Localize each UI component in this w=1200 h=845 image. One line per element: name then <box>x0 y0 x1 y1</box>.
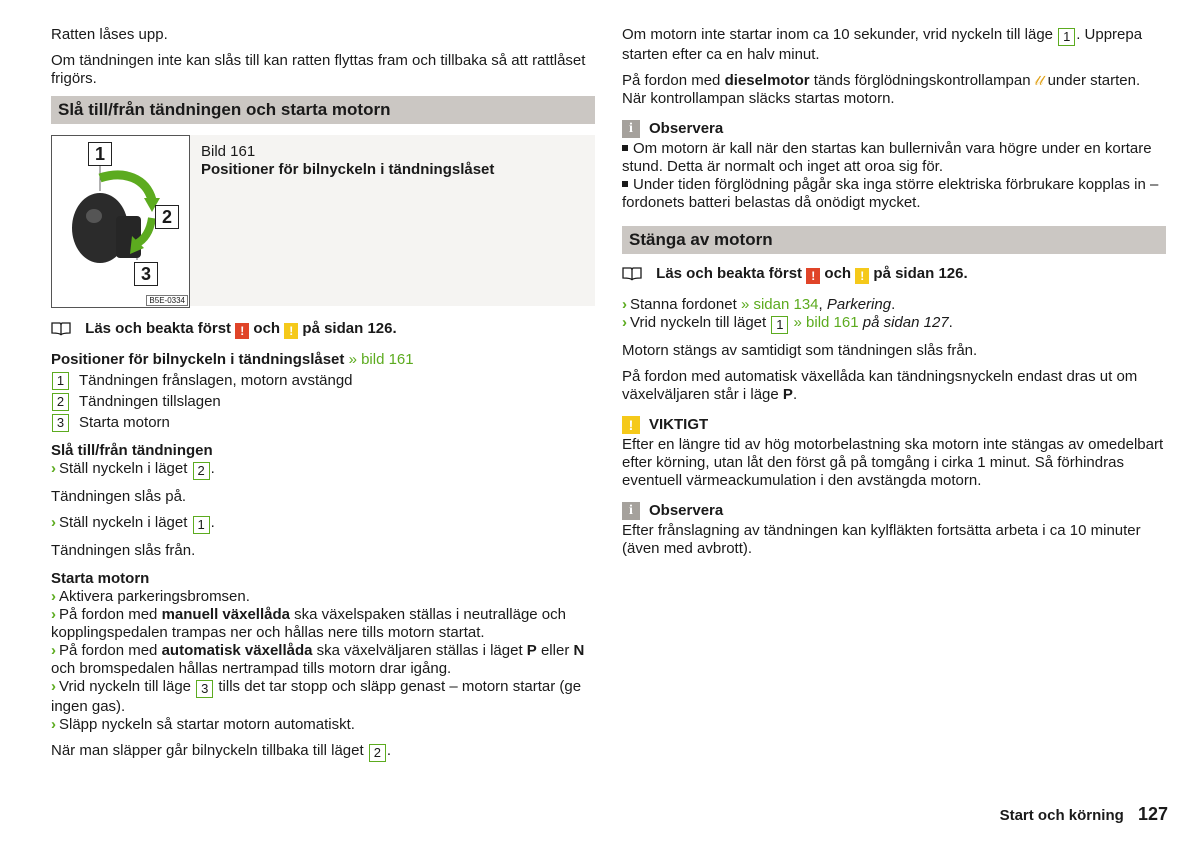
chevron-icon: › <box>51 642 56 659</box>
paragraph: På fordon med dieselmotor tänds förglödningskontrollampan 𝓁𝓁 under starten. När kontrollampan släcks startas motorn. <box>622 72 1141 107</box>
subheading: Slå till/från tändningen <box>51 442 213 459</box>
chevron-icon: › <box>622 296 627 313</box>
step: › Stanna fordonet » sidan 134, Parkering. <box>622 296 896 313</box>
step: › Vrid nyckeln till läge 3 tills det tar stopp och släpp genast – motorn startar (ge ingen gas). <box>51 678 582 715</box>
step: › På fordon med automatisk växellåda ska växelväljaren ställas i läget P eller N och bromspedalen hållas nertrampad tills motorn drar igång. <box>51 642 585 677</box>
position-label-2: 2 <box>155 205 179 229</box>
note-header: i Observera <box>622 502 1166 520</box>
important-text: Efter en längre tid av hög motorbelastning ska motorn inte stängas av omedelbart efter körning, utan låt den först gå på tomgång i cirka 1 minut. Så förhindras eventuell värmeackumulation i den avstängda motorn. <box>622 436 1164 489</box>
positions-heading: Positioner för bilnyckeln i tändningslåset » bild 161 <box>51 351 414 368</box>
note-item: Om motorn är kall när den startas kan bullernivån vara högre under en kortare stund. Detta är normalt och inget att oroa sig för. <box>622 140 1152 175</box>
figure-image <box>51 135 190 308</box>
read-first-note: Läs och beakta först ! och ! på sidan 126. <box>622 265 1166 284</box>
figure-161 <box>51 135 595 308</box>
note-header: i Observera <box>622 120 1166 138</box>
read-first-note: Läs och beakta först ! och ! på sidan 126. <box>51 320 595 339</box>
bullet-icon <box>622 181 628 187</box>
book-icon <box>622 266 642 281</box>
footer-section: Start och körning <box>999 807 1124 824</box>
paragraph: Motorn stängs av samtidigt som tändningen slås från. <box>622 342 978 359</box>
step: › Släpp nyckeln så startar motorn automatiskt. <box>51 716 355 733</box>
warning-icon: ! <box>235 323 249 339</box>
subheading: Starta motorn <box>51 570 150 587</box>
step: › Ställ nyckeln i läget 1 . <box>51 514 215 532</box>
bullet-icon <box>622 145 628 151</box>
figure-code: B5E-0334 <box>146 295 188 306</box>
step: › Aktivera parkeringsbromsen. <box>51 588 250 605</box>
step: › Ställ nyckeln i läget 2 . <box>51 460 215 478</box>
note-text: Efter frånslagning av tändningen kan kylfläkten fortsätta arbeta i ca 10 minuter (även med avbrott). <box>622 522 1141 557</box>
info-icon: i <box>622 502 640 520</box>
section-heading: Stänga av motorn <box>622 226 1166 254</box>
note-item: Under tiden förglödning pågår ska inga större elektriska förbrukare kopplas in – fordonets batteri belastas då onödigt mycket. <box>622 176 1159 211</box>
glow-plug-icon: 𝓁𝓁 <box>1034 73 1044 88</box>
step: › På fordon med manuell växellåda ska växelspaken ställas i neutralläge och kopplingspedalen trampas ner och hållas nere tills motorn startat. <box>51 606 566 641</box>
paragraph: Om motorn inte startar inom ca 10 sekunder, vrid nyckeln till läge 1 . Upprepa starten efter ca en halv minut. <box>622 26 1143 63</box>
chevron-icon: › <box>51 606 56 623</box>
chevron-icon: › <box>51 460 56 477</box>
chevron-icon: › <box>51 716 56 733</box>
paragraph: Tändningen slås på. <box>51 488 187 505</box>
caption-number: Bild 161 <box>201 143 256 160</box>
figure-caption <box>190 135 595 306</box>
caution-icon: ! <box>284 323 298 339</box>
left-column <box>51 26 595 770</box>
position-label-3: 3 <box>134 262 158 286</box>
page-link[interactable]: » sidan 134 <box>740 296 819 313</box>
paragraph: När man släpper går bilnyckeln tillbaka till läget 2 . <box>51 742 391 760</box>
paragraph: På fordon med automatisk växellåda kan tändningsnyckeln endast dras ut om växelväljaren står i läge P. <box>622 368 1138 403</box>
legend-item: 1 Tändningen frånslagen, motorn avstängd <box>51 372 595 390</box>
warning-icon: ! <box>806 268 820 284</box>
exclamation-icon: ! <box>622 416 640 434</box>
chevron-icon: › <box>51 678 56 695</box>
figure-link[interactable]: » bild 161 <box>348 351 414 368</box>
chevron-icon: › <box>622 314 627 331</box>
caption-title: Positioner för bilnyckeln i tändningslåset <box>201 161 495 178</box>
important-header: ! VIKTIGT <box>622 416 1166 434</box>
legend-item: 3 Starta motorn <box>51 414 595 432</box>
paragraph: Om tändningen inte kan slås till kan ratten flyttas fram och tillbaka så att rattlåset frigörs. <box>51 52 586 87</box>
page-number: 127 <box>1137 804 1168 824</box>
position-label-1: 1 <box>88 142 112 166</box>
page-footer <box>1000 805 1168 825</box>
right-column <box>622 26 1166 566</box>
chevron-icon: › <box>51 514 56 531</box>
caution-icon: ! <box>855 268 869 284</box>
info-icon: i <box>622 120 640 138</box>
figure-link[interactable]: » bild 161 <box>793 314 859 331</box>
legend-item: 2 Tändningen tillslagen <box>51 393 595 411</box>
paragraph: Ratten låses upp. <box>51 26 168 43</box>
section-heading: Slå till/från tändningen och starta motorn <box>51 96 595 124</box>
chevron-icon: › <box>51 588 56 605</box>
step: › Vrid nyckeln till läget 1 » bild 161 på sidan 127. <box>622 314 953 332</box>
paragraph: Tändningen slås från. <box>51 542 196 559</box>
book-icon <box>51 321 71 336</box>
